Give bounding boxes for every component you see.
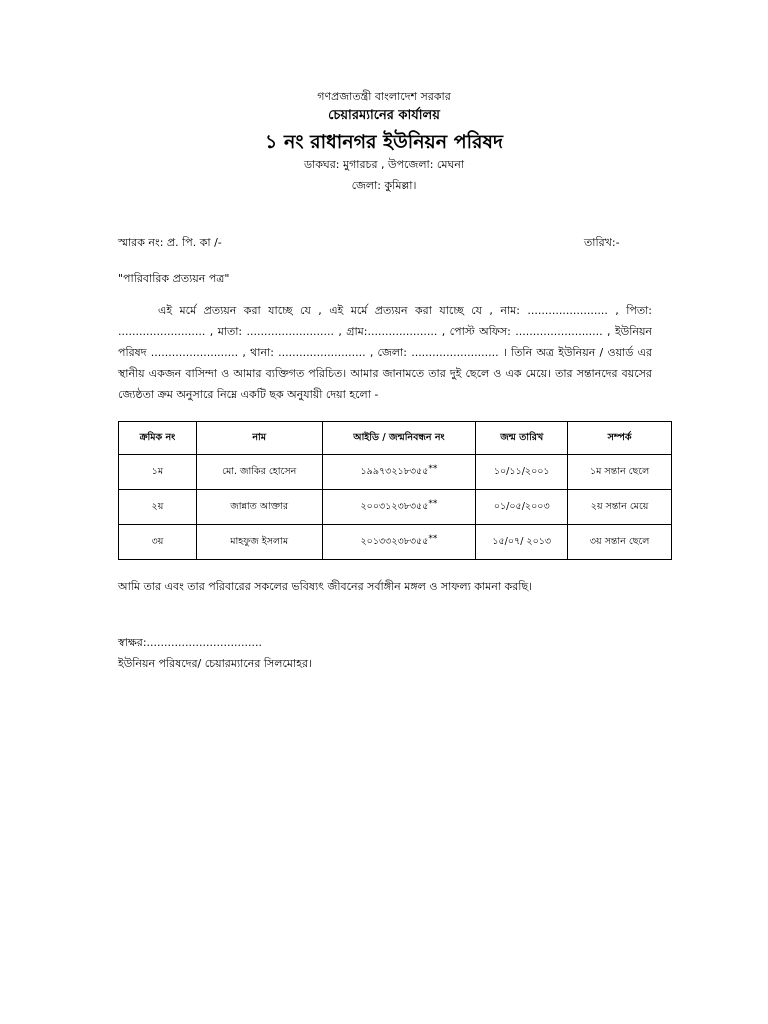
certificate-body <box>118 300 652 405</box>
header-dob: জন্ম তারিখ <box>476 422 568 455</box>
cell-name: জান্নাত আক্তার <box>196 490 322 525</box>
cell-serial: ৩য় <box>119 525 197 560</box>
cell-id <box>322 490 476 525</box>
id-number: ১৯৯৭৩২১৮৩৫৫ <box>360 466 429 478</box>
id-number: ২০০৩১২৩৮৩৫৫ <box>360 501 429 513</box>
id-mark: ** <box>428 464 438 475</box>
closing-wish: আমি তার এবং তার পরিবারের সকলের ভবিষ্যৎ জীবনের সর্বাঙ্গীন মঙ্গল ও সাফল্য কামনা করছি। <box>118 580 533 593</box>
cell-name: মাহফুজ ইসলাম <box>196 525 322 560</box>
cell-relation: ১ম সন্তান ছেলে <box>568 455 672 490</box>
cell-dob: ১৫/০৭/ ২০১৩ <box>476 525 568 560</box>
cell-id <box>322 525 476 560</box>
cell-relation: ২য় সন্তান মেয়ে <box>568 490 672 525</box>
cell-relation: ৩য় সন্তান ছেলে <box>568 525 672 560</box>
header-serial: ক্রমিক নং <box>119 422 197 455</box>
table-header-row <box>119 422 672 455</box>
government-title: গণপ্রজাতন্ত্রী বাংলাদেশ সরকার <box>317 90 451 103</box>
date-field: তারিখ:- <box>584 236 620 249</box>
post-office-line: ডাকঘর: মুগারচর , উপজেলা: মেঘনা <box>303 158 465 171</box>
cell-dob: ১০/১১/২০০১ <box>476 455 568 490</box>
cell-dob: ০১/০৫/২০০৩ <box>476 490 568 525</box>
header-id: আইডি / জন্মনিবন্ধন নং <box>322 422 476 455</box>
header-relation: সম্পর্ক <box>568 422 672 455</box>
seal-line: ইউনিয়ন পরিষদের/ চেয়ারম্যানের সিলমোহর। <box>118 657 312 670</box>
cell-serial: ২য় <box>119 490 197 525</box>
children-table <box>118 421 672 560</box>
table-row <box>119 525 672 560</box>
id-mark: ** <box>428 499 438 510</box>
cell-id <box>322 455 476 490</box>
body-paragraph: এই মর্মে প্রত্যয়ন করা যাচ্ছে যে , এই মর্মে প্রত্যয়ন করা যাচ্ছে যে , নাম: ....................... , পিতা: ......................... , মাতা: ......................... , গ্রাম:.................... , পোস্ট অফিস: ......................... , ইউনিয়ন পরিষদ ......................... , থানা: ......................... , জেলা: ......................... । তিনি অত্র ইউনিয়ন / ওয়ার্ড এর স্থানীয় একজন বাসিন্দা ও আমার ব্যক্তিগত পরিচিত। আমার জানামতে তার দুই ছেলে ও এক মেয়ে। তার সন্তানদের বয়সের জ্যেষ্ঠতা ক্রম অনুসারে নিম্নে একটি ছক অনুযায়ী দেয়া হলো - <box>118 304 652 401</box>
header-name: নাম <box>196 422 322 455</box>
id-mark: ** <box>428 534 438 545</box>
table-row <box>119 490 672 525</box>
cell-name: মো. জাকির হোসেন <box>196 455 322 490</box>
office-title: চেয়ারম্যানের কার্যালয় <box>328 108 440 123</box>
subject-line: "পারিবারিক প্রত্যয়ন পত্র" <box>118 272 230 285</box>
cell-serial: ১ম <box>119 455 197 490</box>
memo-number: স্মারক নং: প্র. পি. কা /- <box>118 236 222 249</box>
union-council-title: ১ নং রাধানগর ইউনিয়ন পরিষদ <box>265 131 503 153</box>
id-number: ২০১৩৩২৩৮৩৫৫ <box>360 536 429 548</box>
table-row <box>119 455 672 490</box>
signature-line: স্বাক্ষর:................................. <box>118 636 262 649</box>
district-line: জেলা: কুমিল্লা। <box>351 179 417 192</box>
